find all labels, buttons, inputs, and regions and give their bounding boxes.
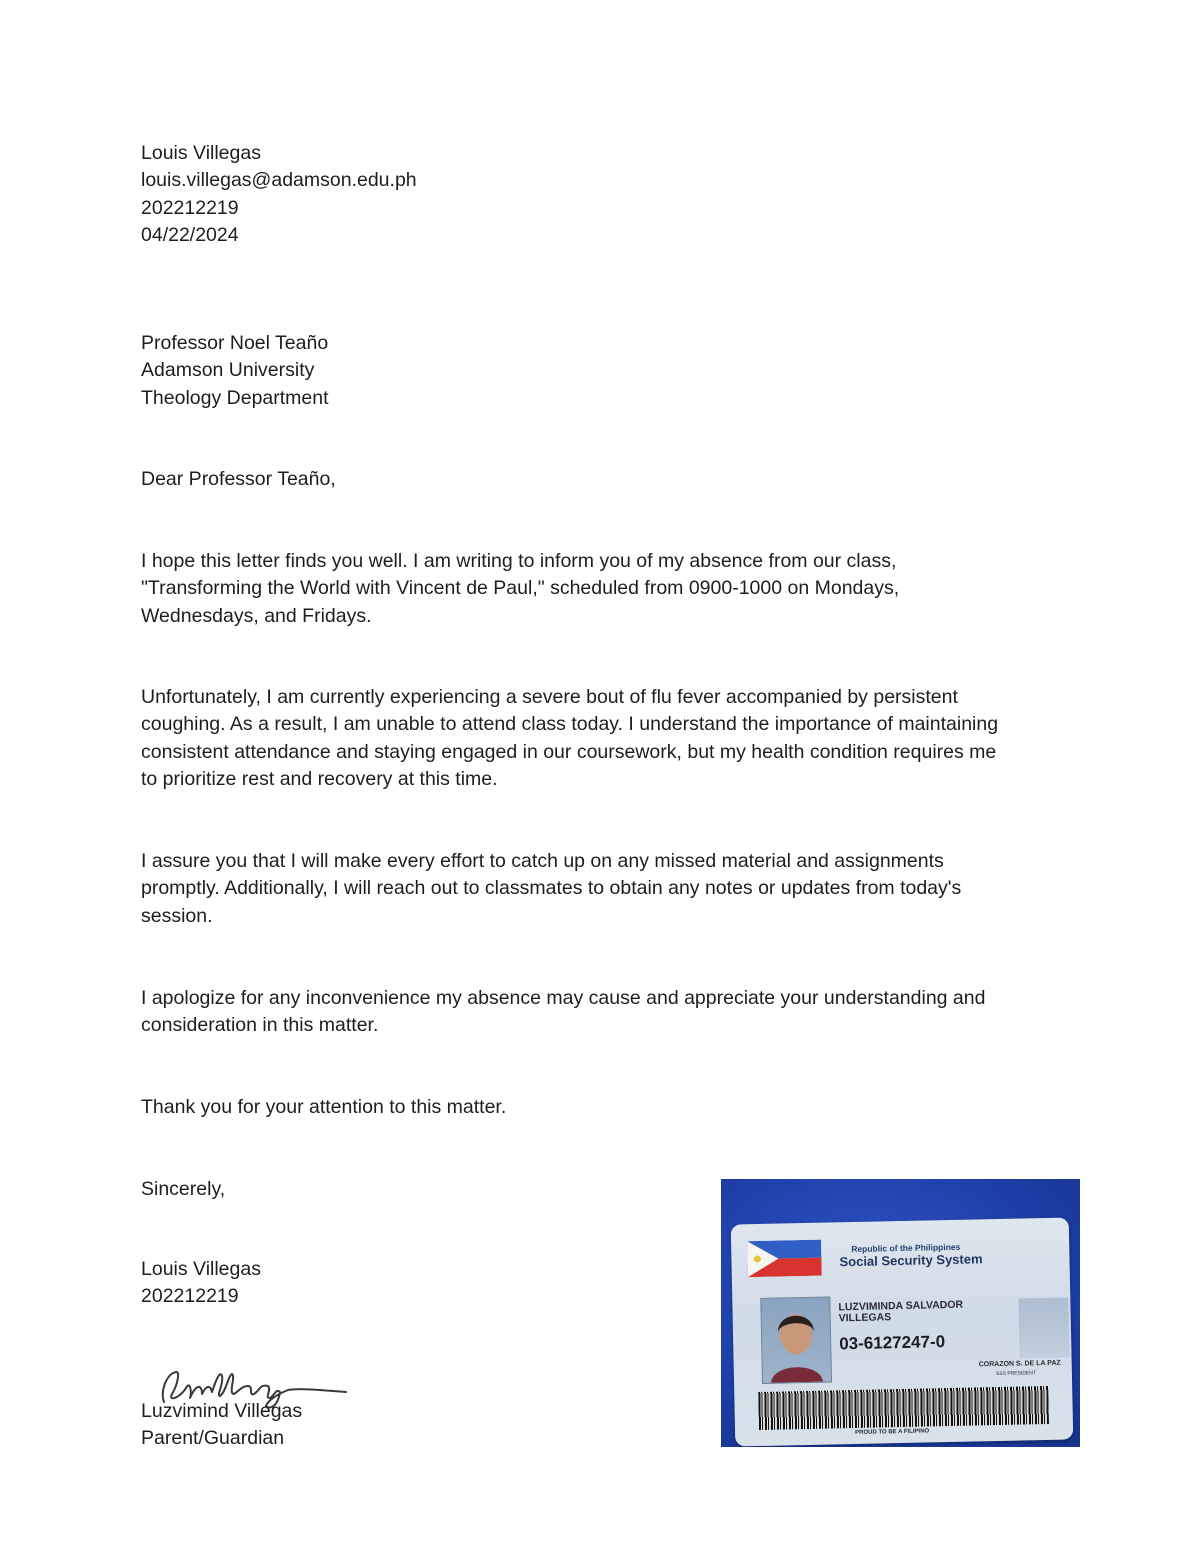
signoff-id: 202212219	[141, 1285, 239, 1308]
paragraph-5	[141, 1094, 1061, 1121]
recipient-block	[141, 330, 329, 412]
card-holder-photo	[760, 1296, 832, 1383]
sender-email: louis.villegas@adamson.edu.ph	[141, 169, 417, 192]
card-holder-name	[838, 1300, 963, 1325]
paragraph-2	[141, 684, 1061, 793]
card-ghost-photo	[1018, 1298, 1069, 1359]
card-footer-label: PROUD TO BE A FILIPINO	[855, 1428, 930, 1437]
paragraph-line: coughing. As a result, I am unable to attend class today. I understand the importance of maintaining	[141, 713, 999, 736]
id-card-photo	[721, 1179, 1080, 1447]
card-president-name: CORAZON S. DE LA PAZ	[978, 1359, 1061, 1369]
closing: Sincerely,	[141, 1178, 226, 1200]
paragraph-line: Wednesdays, and Fridays.	[141, 604, 372, 627]
paragraph-line: Unfortunately, I am currently experiencing a severe bout of flu fever accompanied by persistent	[141, 686, 958, 708]
card-barcode	[758, 1386, 1049, 1430]
paragraph-line: promptly. Additionally, I will reach out to classmates to obtain any notes or updates from today's	[141, 877, 962, 900]
card-number: 03-6127247-0	[839, 1332, 946, 1354]
guardian-role: Parent/Guardian	[141, 1427, 285, 1450]
sender-name: Louis Villegas	[141, 142, 261, 164]
paragraph-line: consistent attendance and staying engaged in our coursework, but my health condition requires me	[141, 740, 997, 763]
salutation: Dear Professor Teaño,	[141, 468, 336, 490]
paragraph-line: session.	[141, 904, 213, 927]
signoff-name: Louis Villegas	[141, 1258, 261, 1280]
recipient-department: Theology Department	[141, 386, 329, 409]
card-agency-label: Social Security System	[839, 1251, 983, 1270]
paragraph-4	[141, 985, 1061, 1040]
card-holder-name-line: VILLEGAS	[838, 1311, 892, 1325]
paragraph-line: I apologize for any inconvenience my absence may cause and appreciate your understanding and	[141, 987, 986, 1009]
letter-date: 04/22/2024	[141, 223, 239, 246]
paragraph-line: I assure you that I will make every effort to catch up on any missed material and assignments	[141, 850, 944, 872]
philippine-flag-icon	[747, 1240, 822, 1278]
recipient-institution: Adamson University	[141, 359, 315, 382]
sender-id: 202212219	[141, 196, 239, 219]
paragraph-line: consideration in this matter.	[141, 1014, 379, 1037]
paragraph-line: Thank you for your attention to this matter.	[141, 1096, 507, 1118]
recipient-name: Professor Noel Teaño	[141, 332, 329, 354]
paragraph-1	[141, 548, 1061, 630]
paragraph-line: "Transforming the World with Vincent de Paul," scheduled from 0900-1000 on Mondays,	[141, 577, 900, 600]
paragraph-line: to prioritize rest and recovery at this time.	[141, 767, 498, 790]
sender-block	[141, 140, 417, 249]
person-portrait-icon	[761, 1298, 831, 1383]
guardian-block	[141, 1398, 302, 1453]
sss-id-card	[731, 1217, 1074, 1446]
card-president-title: SSS PRESIDENT	[995, 1370, 1036, 1378]
card-republic-label: Republic of the Philippines	[851, 1241, 961, 1255]
paragraph-3	[141, 848, 1061, 930]
card-holder-name-line: LUZVIMINDA SALVADOR	[838, 1298, 964, 1314]
guardian-name: Luzvimind Villegas	[141, 1400, 303, 1422]
signoff-block	[141, 1256, 261, 1311]
paragraph-line: I hope this letter finds you well. I am writing to inform you of my absence from our class,	[141, 550, 897, 572]
